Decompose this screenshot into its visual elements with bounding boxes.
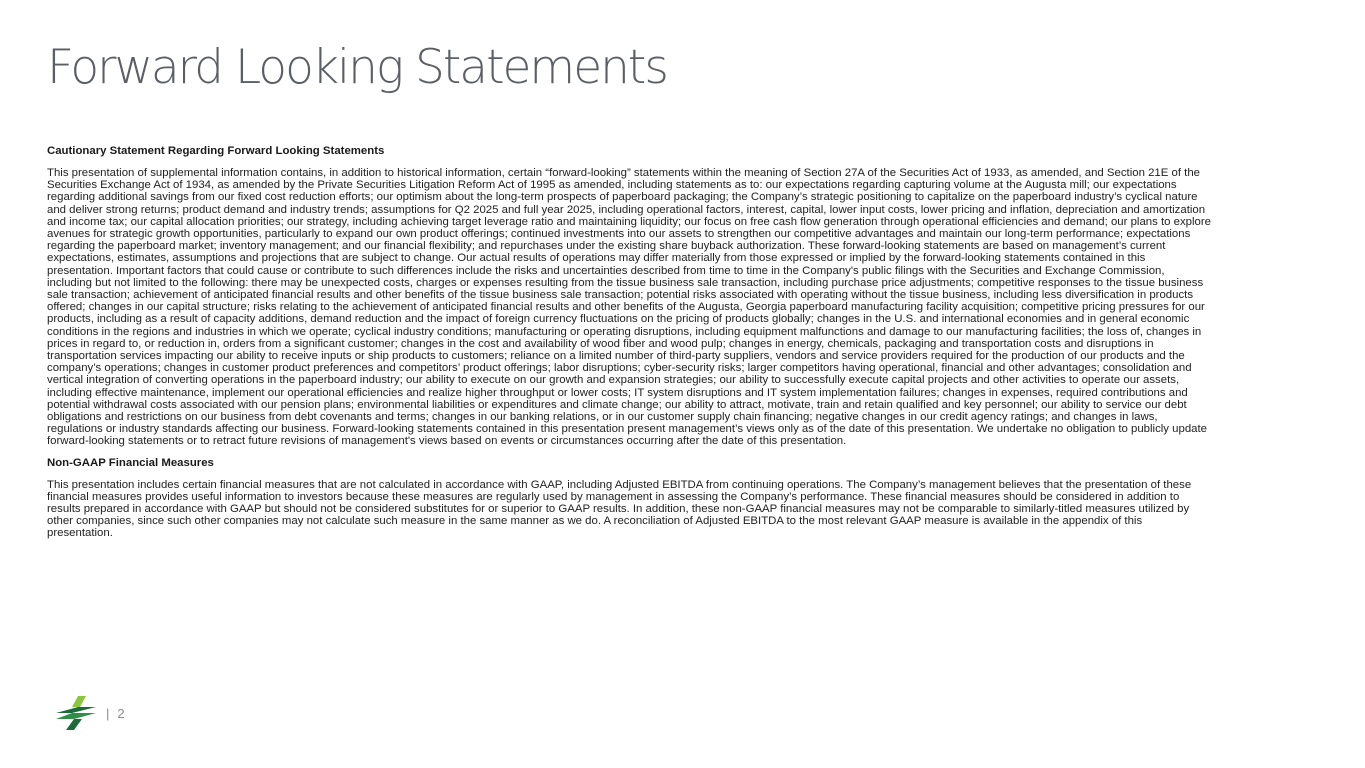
page-title: Forward Looking Statements xyxy=(47,40,667,95)
slide-footer xyxy=(56,696,125,730)
non-gaap-heading: Non-GAAP Financial Measures xyxy=(47,456,214,469)
page-number: 2 xyxy=(117,705,125,721)
company-logo-icon xyxy=(56,696,96,730)
cautionary-statement-heading: Cautionary Statement Regarding Forward Looking Statements xyxy=(47,145,385,157)
non-gaap-body: This presentation includes certain financial measures that are not calculated in accordance with GAAP, including Adjusted EBITDA from continuing operations. The Company’s management believes that the presentation of these financial measures provides useful information to investors because these measures are regularly used by management in assessing the Company’s performance. These financial measures should be considered in addition to results prepared in accordance with GAAP but should not be considered substitutes for or superior to GAAP results. In addition, these non-GAAP financial measures may not be comparable to similarly-titled measures utilized by other companies, since such other companies may not calculate such measure in the same manner as we do. A reconciliation of Adjusted EBITDA to the most relevant GAAP measure is available in the appendix of this presentation. xyxy=(47,478,1192,540)
statement-content xyxy=(47,144,1211,548)
footer-divider: | xyxy=(106,705,110,721)
cautionary-statement-body: This presentation of supplemental information contains, in addition to historical information, certain “forward-looking” statements within the meaning of Section 27A of the Securities Act of 1933, as amended, and Section 21E of the Securities Exchange Act of 1934, as amended by the Private Securities Litigation Reform Act of 1995 as amended, including statements as to: our expectations regarding capturing volume at the Augusta mill; our expectations regarding additional savings from our fixed cost reduction efforts; our optimism about the long-term prospects of paperboard packaging; the Company’s strategic positioning to capitalize on the paperboard industry’s cyclical nature and deliver strong returns; product demand and industry trends; assumptions for Q2 2025 and full year 2025, including operational factors, interest, capital, lower input costs, lower pricing and inflation, depreciation and amortization and income tax; our capital allocation priorities; our strategy, including achieving target leverage ratio and maintaining liquidity; our focus on free cash flow generation through operational efficiencies and demand; our plans to explore avenues for strategic growth opportunities, particularly to expand our own product offerings; continued investments into our assets to strengthen our competitive advantages and maintain our long-term performance; expectations regarding the paperboard market; inventory management; and our financial flexibility; and repurchases under the existing share buyback authorization. These forward-looking statements are based on management’s current expectations, estimates, assumptions and projections that are subject to change. Our actual results of operations may differ materially from those expressed or implied by the forward-looking statements contained in this presentation. Important factors that could cause or contribute to such differences include the risks and uncertainties described from time to time in the Company's public filings with the Securities and Exchange Commission, including but not limited to the following: there may be unexpected costs, charges or expenses resulting from the tissue business sale transaction, including purchase price adjustments; competitive responses to the tissue business sale transaction; achievement of anticipated financial results and other benefits of the tissue business sale transaction; potential risks associated with operating without the tissue business, including less diversification in products offered; changes in our capital structure; risks relating to the achievement of anticipated financial results and other benefits of the Augusta, Georgia paperboard manufacturing facility acquisition; competitive pricing pressures for our products, including as a result of capacity additions, demand reduction and the impact of foreign currency fluctuations on the pricing of products globally; changes in the U.S. and international economies and in general economic conditions in the regions and industries in which we operate; cyclical industry conditions; manufacturing or operating disruptions, including equipment malfunctions and damage to our manufacturing facilities; the loss of, changes in prices in regard to, or reduction in, orders from a significant customer; changes in the cost and availability of wood fiber and wood pulp; changes in energy, chemicals, packaging and transportation costs and disruptions in transportation services impacting our ability to receive inputs or ship products to customers; reliance on a limited number of third-party suppliers, vendors and service providers required for the production of our products and the company’s operations; changes in customer product preferences and competitors’ product offerings; labor disruptions; cyber-security risks; larger competitors having operational, financial and other advantages; consolidation and vertical integration of converting operations in the paperboard industry; our ability to execute on our growth and expansion strategies; our ability to successfully execute capital projects and other activities to operate our assets, including effective maintenance, implement our operational efficiencies and realize higher throughput or lower costs; IT system disruptions and IT system implementation failures; changes in expenses, required contributions and potential withdrawal costs associated with our pension plans; environmental liabilities or expenditures and climate change; our ability to attract, motivate, train and retain qualified and key personnel; our ability to service our debt obligations and restrictions on our business from debt covenants and terms; changes in our banking relations, or in our customer supply chain financing; negative changes in our credit agency ratings; and changes in laws, regulations or industry standards affecting our business. Forward-looking statements contained in this presentation present management’s views only as of the date of this presentation. We undertake no obligation to publicly update forward-looking statements or to retract future revisions of management's views based on events or circumstances occurring after the date of this presentation. xyxy=(47,167,1212,448)
